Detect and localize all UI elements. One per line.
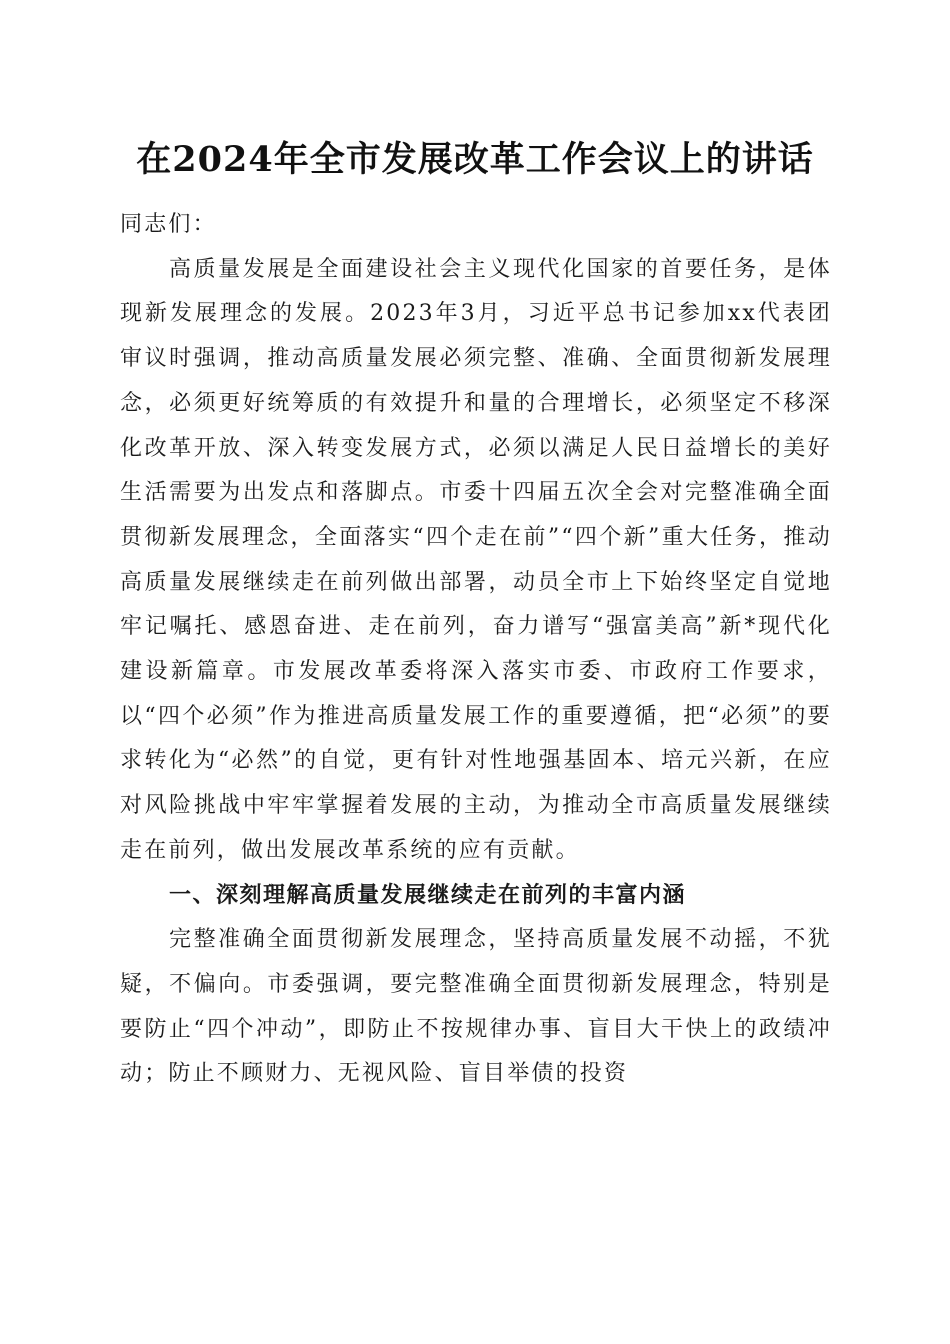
section-heading: 一、深刻理解高质量发展继续走在前列的丰富内涵: [169, 882, 687, 908]
section-paragraph: 完整准确全面贯彻新发展理念，坚持高质量发展不动摇，不犹疑，不偏向。市委强调，要完整准确全面贯彻新发展理念，特别是要防止“四个冲动”，即防止不按规律办事、盲目大干快上的政绩冲动；防止不顾财力、无视风险、盲目举债的投资: [120, 927, 832, 1087]
document-title: 在2024年全市发展改革工作会议上的讲话: [136, 139, 814, 180]
body-paragraph: 高质量发展是全面建设社会主义现代化国家的首要任务，是体现新发展理念的发展。2023年3月，习近平总书记参加xx代表团审议时强调，推动高质量发展必须完整、准确、全面贯彻新发展理念，必须更好统筹质的有效提升和量的合理增长，必须坚定不移深化改革开放、深入转变发展方式，必须以满足人民日益增长的美好生活需要为出发点和落脚点。市委十四届五次全会对完整准确全面贯彻新发展理念，全面落实“四个走在前”“四个新”重大任务，推动高质量发展继续走在前列做出部署，动员全市上下始终坚定自觉地牢记嘱托、感恩奋进、走在前列，奋力谱写“强富美高”新*现代化建设新篇章。市发展改革委将深入落实市委、市政府工作要求，以“四个必须”作为推进高质量发展工作的重要遵循，把“必须”的要求转化为“必然”的自觉，更有针对性地强基固本、培元兴新，在应对风险挑战中牢牢掌握着发展的主动，为推动全市高质量发展继续走在前列，做出发展改革系统的应有贡献。: [120, 256, 832, 863]
document-body: [120, 203, 832, 1097]
salutation: 同志们：: [120, 212, 217, 237]
